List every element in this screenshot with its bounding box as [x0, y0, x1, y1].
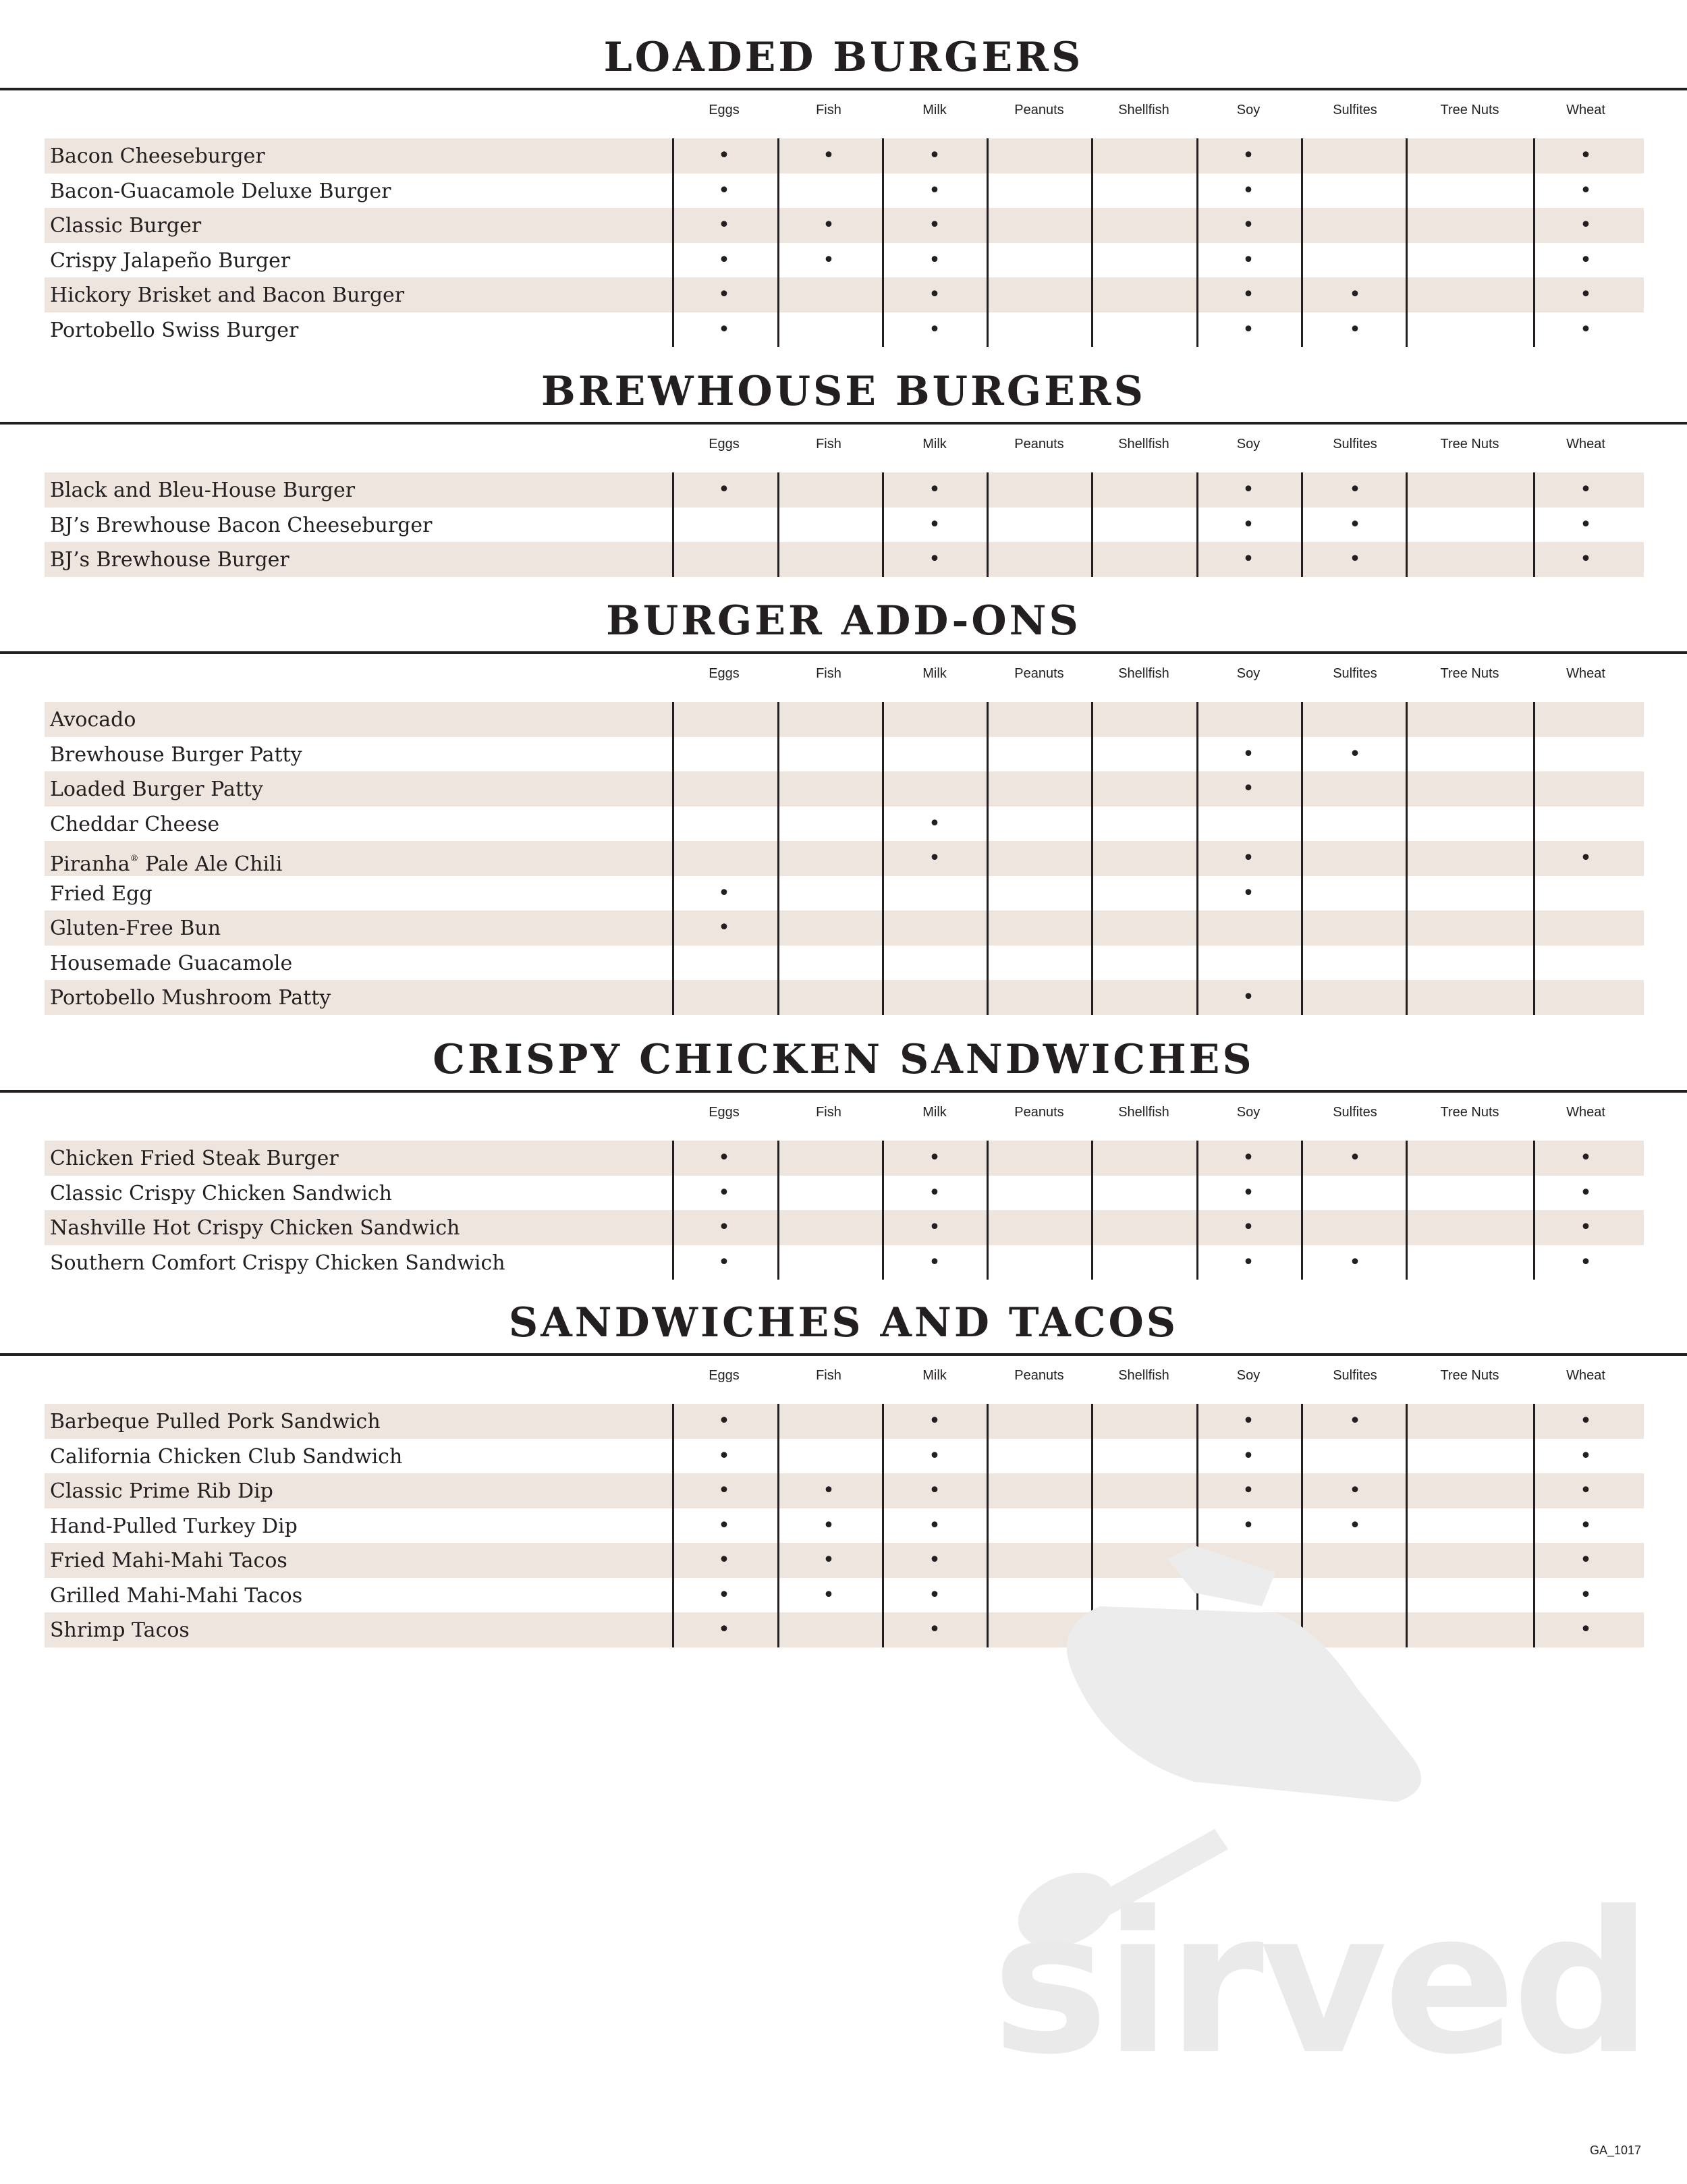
- column-header: Soy: [1236, 103, 1261, 117]
- allergen-mark: •: [1580, 478, 1592, 501]
- item-name-text: Fried Mahi-Mahi Tacos: [50, 1549, 287, 1573]
- item-name: [50, 1245, 505, 1280]
- table-row: [45, 472, 1644, 508]
- column-divider: [777, 1404, 779, 1647]
- allergen-mark: •: [718, 248, 730, 272]
- column-divider: [1196, 1141, 1198, 1280]
- table-row: [45, 946, 1644, 981]
- column-header: Peanuts: [1014, 1105, 1064, 1120]
- allergen-mark: •: [718, 1583, 730, 1607]
- allergen-mark: •: [1242, 1513, 1254, 1537]
- allergen-mark: •: [1242, 1409, 1254, 1433]
- allergen-mark: •: [929, 1180, 941, 1205]
- column-header: Eggs: [709, 666, 740, 681]
- table-row: [45, 542, 1644, 577]
- allergen-mark: •: [1242, 881, 1254, 905]
- allergen-mark: •: [718, 178, 730, 202]
- allergen-mark: •: [718, 144, 730, 167]
- table-row: [45, 173, 1644, 209]
- column-header: Shellfish: [1118, 103, 1169, 117]
- column-divider: [1091, 1141, 1093, 1280]
- column-divider: [1196, 472, 1198, 577]
- item-name: [50, 946, 292, 981]
- section-title: CRISPY CHICKEN SANDWICHES: [433, 1036, 1254, 1083]
- item-name-text: Piranha: [50, 852, 130, 876]
- allergen-mark: •: [1349, 742, 1361, 766]
- allergen-mark: •: [718, 1250, 730, 1274]
- allergen-mark: •: [1349, 547, 1361, 571]
- item-name-text: Barbeque Pulled Pork Sandwich: [50, 1410, 381, 1434]
- allergen-mark: •: [823, 213, 835, 237]
- allergen-mark: •: [1580, 317, 1592, 342]
- item-name: [50, 1439, 402, 1474]
- item-name-text: BJ’s Brewhouse Burger: [50, 548, 289, 572]
- item-name-text: BJ’s Brewhouse Bacon Cheeseburger: [50, 513, 433, 537]
- allergen-table: [45, 138, 1644, 347]
- allergen-mark: •: [929, 1444, 941, 1468]
- table-row: [45, 243, 1644, 278]
- allergen-mark: •: [823, 1513, 835, 1537]
- allergen-mark: •: [718, 1180, 730, 1205]
- allergen-mark: •: [718, 1548, 730, 1572]
- column-divider: [1301, 702, 1303, 1015]
- column-divider: [1196, 138, 1198, 347]
- column-header: Peanuts: [1014, 1368, 1064, 1383]
- allergen-mark: •: [718, 317, 730, 342]
- allergen-mark: •: [929, 478, 941, 501]
- item-name: [50, 542, 289, 577]
- item-name: [50, 876, 153, 911]
- item-name: [50, 841, 282, 876]
- column-header: Wheat: [1566, 103, 1605, 117]
- item-name-text: Classic Crispy Chicken Sandwich: [50, 1181, 392, 1205]
- allergen-mark: •: [1242, 1250, 1254, 1274]
- item-name: [50, 1210, 460, 1245]
- section-title: BURGER ADD-ONS: [606, 597, 1081, 645]
- allergen-mark: •: [1580, 1583, 1592, 1607]
- table-row: [45, 807, 1644, 842]
- allergen-mark: •: [1349, 1250, 1361, 1274]
- column-divider: [1533, 472, 1535, 577]
- table-row: [45, 1439, 1644, 1474]
- column-divider: [1533, 1141, 1535, 1280]
- column-header: Milk: [922, 103, 947, 117]
- table-row: [45, 737, 1644, 772]
- allergen-mark: •: [1349, 512, 1361, 537]
- table-row: [45, 1176, 1644, 1211]
- column-header: Fish: [816, 1368, 841, 1383]
- section-divider: [0, 1090, 1687, 1093]
- allergen-mark: •: [1580, 1250, 1592, 1274]
- item-name-text: Southern Comfort Crispy Chicken Sandwich: [50, 1251, 505, 1275]
- column-header: Peanuts: [1014, 103, 1064, 117]
- allergen-mark: •: [1580, 1548, 1592, 1572]
- column-divider: [1091, 138, 1093, 347]
- column-header: Wheat: [1566, 666, 1605, 681]
- column-header: Fish: [816, 437, 841, 452]
- column-divider: [882, 138, 884, 347]
- column-divider: [882, 1404, 884, 1647]
- allergen-table: [45, 702, 1644, 1015]
- allergen-mark: •: [823, 248, 835, 272]
- table-row: [45, 876, 1644, 911]
- allergen-mark: •: [1349, 283, 1361, 306]
- item-name-text: Avocado: [50, 708, 136, 732]
- table-row: [45, 910, 1644, 946]
- column-header: Fish: [816, 103, 841, 117]
- allergen-mark: •: [929, 1409, 941, 1433]
- item-name: [50, 807, 219, 842]
- allergen-mark: •: [1580, 1146, 1592, 1170]
- item-name: [50, 771, 263, 807]
- allergen-mark: •: [929, 1479, 941, 1502]
- column-header: Sulfites: [1333, 1105, 1377, 1120]
- column-divider: [1406, 1141, 1408, 1280]
- column-header: Tree Nuts: [1440, 1105, 1499, 1120]
- item-name: [50, 243, 290, 278]
- column-header: Tree Nuts: [1440, 666, 1499, 681]
- item-name: [50, 702, 136, 737]
- allergen-mark: •: [1242, 1479, 1254, 1502]
- item-name: [50, 312, 298, 348]
- allergen-mark: •: [823, 1479, 835, 1502]
- item-name-text: Brewhouse Burger Patty: [50, 742, 302, 767]
- item-name-text: Grilled Mahi-Mahi Tacos: [50, 1583, 303, 1608]
- item-name-text: Bacon-Guacamole Deluxe Burger: [50, 179, 391, 203]
- allergen-mark: •: [718, 1618, 730, 1641]
- column-divider: [672, 702, 674, 1015]
- item-name: [50, 1612, 190, 1647]
- column-header: Milk: [922, 666, 947, 681]
- column-header: Eggs: [709, 437, 740, 452]
- allergen-mark: •: [1580, 846, 1592, 870]
- column-header: Shellfish: [1118, 666, 1169, 681]
- item-name: [50, 1404, 381, 1439]
- allergen-mark: •: [1580, 547, 1592, 571]
- allergen-mark: •: [823, 1583, 835, 1607]
- table-row: [45, 771, 1644, 807]
- column-divider: [1533, 702, 1535, 1015]
- allergen-mark: •: [929, 1583, 941, 1607]
- item-name-text: Fried Egg: [50, 881, 153, 906]
- item-name-text: Loaded Burger Patty: [50, 777, 263, 801]
- column-divider: [882, 702, 884, 1015]
- table-row: [45, 1141, 1644, 1176]
- item-name: [50, 472, 355, 508]
- allergen-mark: •: [929, 1548, 941, 1572]
- allergen-mark: •: [823, 1548, 835, 1572]
- allergen-mark: •: [929, 248, 941, 272]
- item-name: [50, 910, 221, 946]
- item-name-text: Shrimp Tacos: [50, 1618, 190, 1642]
- column-divider: [987, 472, 989, 577]
- column-divider: [1301, 138, 1303, 347]
- column-divider: [1406, 702, 1408, 1015]
- allergen-mark: •: [929, 1618, 941, 1641]
- allergen-mark: •: [1580, 178, 1592, 202]
- item-name: [50, 508, 433, 543]
- allergen-mark: •: [718, 1409, 730, 1433]
- column-header: Tree Nuts: [1440, 103, 1499, 117]
- table-row: [45, 980, 1644, 1015]
- allergen-mark: •: [1242, 985, 1254, 1009]
- item-name-text: Classic Burger: [50, 214, 202, 238]
- allergen-mark: •: [1242, 144, 1254, 167]
- allergen-mark: •: [1242, 742, 1254, 766]
- column-header: Shellfish: [1118, 1105, 1169, 1120]
- column-divider: [1196, 702, 1198, 1015]
- item-name: [50, 1543, 287, 1578]
- allergen-mark: •: [929, 283, 941, 306]
- column-divider: [882, 472, 884, 577]
- column-divider: [987, 138, 989, 347]
- allergen-mark: •: [929, 1146, 941, 1170]
- item-name: [50, 1176, 392, 1211]
- column-divider: [672, 1141, 674, 1280]
- column-divider: [987, 702, 989, 1015]
- item-name: [50, 208, 201, 243]
- allergen-mark: •: [1349, 317, 1361, 342]
- allergen-mark: •: [718, 1479, 730, 1502]
- item-name-text: Portobello Swiss Burger: [50, 318, 299, 342]
- item-name-text: Hickory Brisket and Bacon Burger: [50, 283, 405, 307]
- allergen-mark: •: [1242, 178, 1254, 202]
- column-header: Wheat: [1566, 1105, 1605, 1120]
- allergen-mark: •: [1580, 248, 1592, 272]
- allergen-mark: •: [929, 317, 941, 342]
- table-row: [45, 1473, 1644, 1508]
- allergen-mark: •: [929, 811, 941, 836]
- form-code: GA_1017: [1590, 2144, 1642, 2157]
- column-divider: [777, 472, 779, 577]
- item-name-suffix: Pale Ale Chili: [138, 852, 283, 876]
- column-header: Milk: [922, 437, 947, 452]
- column-divider: [987, 1141, 989, 1280]
- section-divider: [0, 88, 1687, 90]
- column-header: Soy: [1236, 1368, 1261, 1383]
- column-header: Eggs: [709, 1368, 740, 1383]
- column-header: Soy: [1236, 1105, 1261, 1120]
- item-name-text: Hand-Pulled Turkey Dip: [50, 1514, 298, 1538]
- allergen-mark: •: [718, 478, 730, 501]
- allergen-mark: •: [1242, 478, 1254, 501]
- item-name: [50, 277, 404, 312]
- column-header: Tree Nuts: [1440, 437, 1499, 452]
- section-title: LOADED BURGERS: [603, 34, 1084, 81]
- column-header: Sulfites: [1333, 1368, 1377, 1383]
- column-divider: [1533, 138, 1535, 347]
- allergen-mark: •: [1580, 1618, 1592, 1641]
- column-divider: [777, 138, 779, 347]
- column-header: Soy: [1236, 666, 1261, 681]
- column-header: Sulfites: [1333, 666, 1377, 681]
- item-name: [50, 1578, 302, 1613]
- section-divider: [0, 422, 1687, 425]
- allergen-mark: •: [929, 547, 941, 571]
- column-divider: [777, 702, 779, 1015]
- item-name-text: Black and Bleu-House Burger: [50, 479, 356, 502]
- item-name-text: Housemade Guacamole: [50, 951, 293, 975]
- allergen-mark: •: [929, 1216, 941, 1239]
- column-divider: [777, 1141, 779, 1280]
- column-divider: [1301, 472, 1303, 577]
- allergen-mark: •: [1242, 547, 1254, 571]
- item-name: [50, 980, 331, 1015]
- column-divider: [672, 472, 674, 577]
- table-row: [45, 1245, 1644, 1280]
- table-row: [45, 1210, 1644, 1245]
- table-row: [45, 138, 1644, 173]
- allergen-mark: •: [718, 1444, 730, 1468]
- item-name: [50, 737, 302, 772]
- item-name-text: Classic Prime Rib Dip: [50, 1479, 273, 1503]
- column-header: Shellfish: [1118, 437, 1169, 452]
- allergen-mark: •: [929, 1513, 941, 1537]
- allergen-mark: •: [718, 916, 730, 939]
- column-divider: [1406, 138, 1408, 347]
- allergen-mark: •: [1349, 1513, 1361, 1537]
- column-header: Fish: [816, 1105, 841, 1120]
- allergen-mark: •: [1580, 1513, 1592, 1537]
- item-name: [50, 173, 391, 209]
- table-row: [45, 1404, 1644, 1439]
- allergen-mark: •: [718, 1146, 730, 1170]
- registered-mark: ®: [130, 854, 139, 864]
- allergen-mark: •: [718, 1216, 730, 1239]
- allergen-mark: •: [823, 144, 835, 167]
- allergen-mark: •: [1242, 846, 1254, 870]
- sirved-watermark: sirved: [992, 1870, 1649, 2098]
- column-header: Eggs: [709, 1105, 740, 1120]
- allergen-mark: •: [1580, 144, 1592, 167]
- allergen-mark: •: [1349, 478, 1361, 501]
- item-name: [50, 1141, 339, 1176]
- allergen-table: [45, 472, 1644, 577]
- item-name: [50, 1508, 298, 1544]
- item-name-text: Gluten-Free Bun: [50, 917, 221, 940]
- item-name-text: Chicken Fried Steak Burger: [50, 1147, 339, 1170]
- allergen-mark: •: [1580, 1409, 1592, 1433]
- allergen-mark: •: [929, 213, 941, 237]
- section-divider: [0, 1353, 1687, 1356]
- table-row: [45, 277, 1644, 312]
- table-row: [45, 208, 1644, 243]
- column-header: Wheat: [1566, 1368, 1605, 1383]
- allergen-mark: •: [1242, 213, 1254, 237]
- allergen-mark: •: [1242, 777, 1254, 800]
- allergen-mark: •: [929, 1250, 941, 1274]
- allergen-mark: •: [1242, 1444, 1254, 1468]
- table-row: [45, 841, 1644, 876]
- column-header: Sulfites: [1333, 437, 1377, 452]
- allergen-mark: •: [929, 846, 941, 870]
- column-divider: [882, 1141, 884, 1280]
- allergen-mark: •: [718, 283, 730, 306]
- column-header: Peanuts: [1014, 666, 1064, 681]
- column-header: Wheat: [1566, 437, 1605, 452]
- allergen-mark: •: [1242, 1216, 1254, 1239]
- allergen-mark: •: [1580, 283, 1592, 306]
- column-divider: [1091, 472, 1093, 577]
- column-header: Fish: [816, 666, 841, 681]
- allergen-table: [45, 1141, 1644, 1280]
- item-name: [50, 138, 265, 173]
- allergen-mark: •: [1242, 317, 1254, 342]
- column-divider: [1301, 1141, 1303, 1280]
- column-header: Eggs: [709, 103, 740, 117]
- allergen-mark: •: [1242, 248, 1254, 272]
- item-name-text: California Chicken Club Sandwich: [50, 1444, 403, 1469]
- allergen-mark: •: [1580, 1216, 1592, 1239]
- item-name-text: Crispy Jalapeño Burger: [50, 248, 291, 273]
- column-header: Soy: [1236, 437, 1261, 452]
- column-header: Tree Nuts: [1440, 1368, 1499, 1383]
- allergen-mark: •: [1242, 283, 1254, 306]
- allergen-mark: •: [1580, 1479, 1592, 1502]
- allergen-mark: •: [718, 213, 730, 237]
- allergen-mark: •: [718, 1513, 730, 1537]
- table-row: [45, 508, 1644, 543]
- column-header: Sulfites: [1333, 103, 1377, 117]
- column-header: Milk: [922, 1105, 947, 1120]
- allergen-mark: •: [1580, 213, 1592, 237]
- table-row: [45, 312, 1644, 348]
- section-title: BREWHOUSE BURGERS: [541, 368, 1146, 415]
- section-title: SANDWICHES AND TACOS: [508, 1299, 1179, 1346]
- item-name-text: Cheddar Cheese: [50, 812, 220, 836]
- allergen-mark: •: [1242, 1180, 1254, 1205]
- allergen-mark: •: [718, 881, 730, 905]
- column-header: Peanuts: [1014, 437, 1064, 452]
- item-name-text: Portobello Mushroom Patty: [50, 986, 331, 1010]
- column-divider: [987, 1404, 989, 1647]
- allergen-mark: •: [1349, 1479, 1361, 1502]
- item-name-text: Nashville Hot Crispy Chicken Sandwich: [50, 1216, 460, 1240]
- allergen-mark: •: [1242, 512, 1254, 537]
- column-divider: [672, 138, 674, 347]
- column-header: Milk: [922, 1368, 947, 1383]
- allergen-mark: •: [1580, 1444, 1592, 1468]
- allergen-mark: •: [1349, 1409, 1361, 1433]
- allergen-mark: •: [929, 144, 941, 167]
- item-name-text: Bacon Cheeseburger: [50, 144, 265, 168]
- column-divider: [1091, 702, 1093, 1015]
- column-header: Shellfish: [1118, 1368, 1169, 1383]
- allergen-mark: •: [1242, 1146, 1254, 1170]
- column-divider: [1406, 472, 1408, 577]
- section-divider: [0, 651, 1687, 654]
- allergen-mark: •: [929, 178, 941, 202]
- table-row: [45, 702, 1644, 737]
- allergen-mark: •: [1349, 1146, 1361, 1170]
- allergen-mark: •: [1580, 1180, 1592, 1205]
- allergen-mark: •: [1580, 512, 1592, 537]
- column-divider: [672, 1404, 674, 1647]
- item-name: [50, 1473, 273, 1508]
- allergen-mark: •: [929, 512, 941, 537]
